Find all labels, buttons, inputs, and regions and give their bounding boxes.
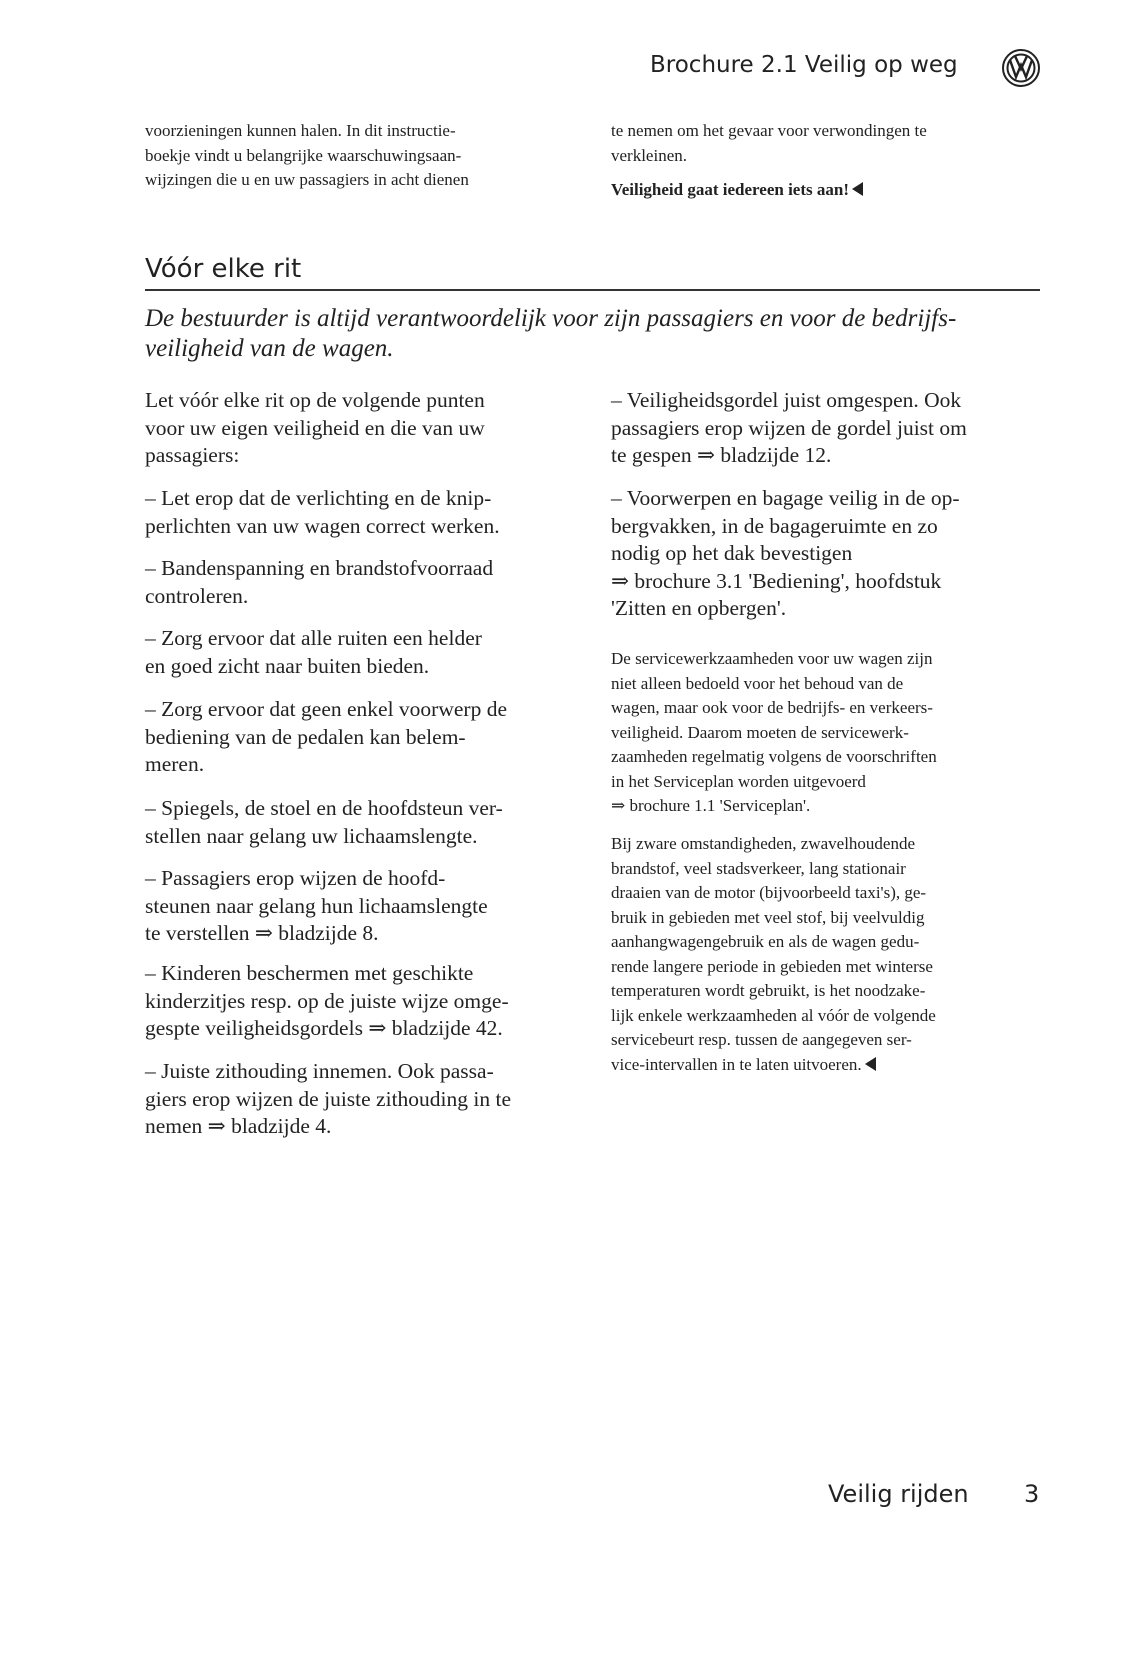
list-item: – Zorg ervoor dat geen enkel voorwerp de bediening van de pedalen kan belem- meren. — [145, 697, 507, 776]
list-item: – Voorwerpen en bagage veilig in de op- bergvakken, in de bagageruimte en zo nodig op het dak bevestigen ⇒ brochure 3.1 'Bediening', hoofdstuk 'Zitten en opbergen'. — [611, 486, 960, 620]
intro-warning — [611, 178, 863, 203]
list-item: – Let erop dat de verlichting en de knip- perlichten van uw wagen correct werken. — [145, 486, 500, 538]
list-item: – Kinderen beschermen met geschikte kinderzitjes resp. op de juiste wijze omge- gespte veiligheidsgordels ⇒ bladzijde 42. — [145, 961, 509, 1040]
service-note: De servicewerkzaamheden voor uw wagen zijn niet alleen bedoeld voor het behoud van de wagen, maar ook voor de bedrijfs- en verkeers- veiligheid. Daarom moeten de servicewerk- zaamheden regelmatig volgens de voorschriften in het Serviceplan worden uitgevoerd ⇒ brochure 1.1 'Serviceplan'. — [611, 649, 937, 815]
running-header: Brochure 2.1 Veilig op weg — [650, 52, 958, 78]
list-item: – Zorg ervoor dat alle ruiten een helder en goed zicht naar buiten bieden. — [145, 626, 482, 678]
list-item: – Juiste zithouding innemen. Ook passa- giers erop wijzen de juiste zithouding in te nemen ⇒ bladzijde 4. — [145, 1059, 512, 1138]
list-item: – Passagiers erop wijzen de hoofd- steunen naar gelang hun lichaamslengte te verstellen ⇒ bladzijde 8. — [145, 866, 488, 945]
heading-rule — [145, 289, 1040, 291]
page-number: 3 — [1024, 1480, 1040, 1508]
section-lead: De bestuurder is altijd verantwoordelijk voor zijn passagiers en voor de bedrijfs- veiligheid van de wagen. — [145, 305, 957, 362]
left-paragraph: Let vóór elke rit op de volgende punten voor uw eigen veiligheid en die van uw passagiers: — [145, 388, 485, 467]
section-heading: Vóór elke rit — [145, 254, 302, 284]
note-text: Bij zware omstandigheden, zwavelhoudende brandstof, veel stadsverkeer, lang stationair draaien van de motor (bijvoorbeeld taxi's), ge- bruik in gebieden met veel stof, bij veelvuldig aanhangwagengebruik en als de wagen gedu- rende langere periode in gebieden met winterse temperaturen wordt gebruikt, is het noodzake- lijk enkele werkzaamheden al vóór de volgende servicebeurt resp. tussen de aangegeven ser- vice-intervallen in te laten uitvoeren. — [611, 834, 936, 1074]
end-marker-icon — [852, 182, 863, 196]
intro-right-text: te nemen om het gevaar voor verwondingen te verkleinen. — [611, 121, 927, 165]
intro-left-text: voorzieningen kunnen halen. In dit instructie- boekje vindt u belangrijke waarschuwingsaan- wijzingen die u en uw passagiers in acht dienen — [145, 121, 469, 189]
service-note-2 — [611, 832, 1051, 1077]
warning-text: Veiligheid gaat iedereen iets aan! — [611, 180, 849, 199]
footer-section: Veilig rijden — [828, 1480, 969, 1508]
list-item: – Bandenspanning en brandstofvoorraad controleren. — [145, 556, 494, 608]
vw-logo-icon — [1002, 49, 1040, 87]
list-item: – Veiligheidsgordel juist omgespen. Ook passagiers erop wijzen de gordel juist om te gespen ⇒ bladzijde 12. — [611, 388, 967, 467]
list-item: – Spiegels, de stoel en de hoofdsteun ver- stellen naar gelang uw lichaamslengte. — [145, 796, 503, 848]
end-marker-icon — [865, 1057, 876, 1071]
